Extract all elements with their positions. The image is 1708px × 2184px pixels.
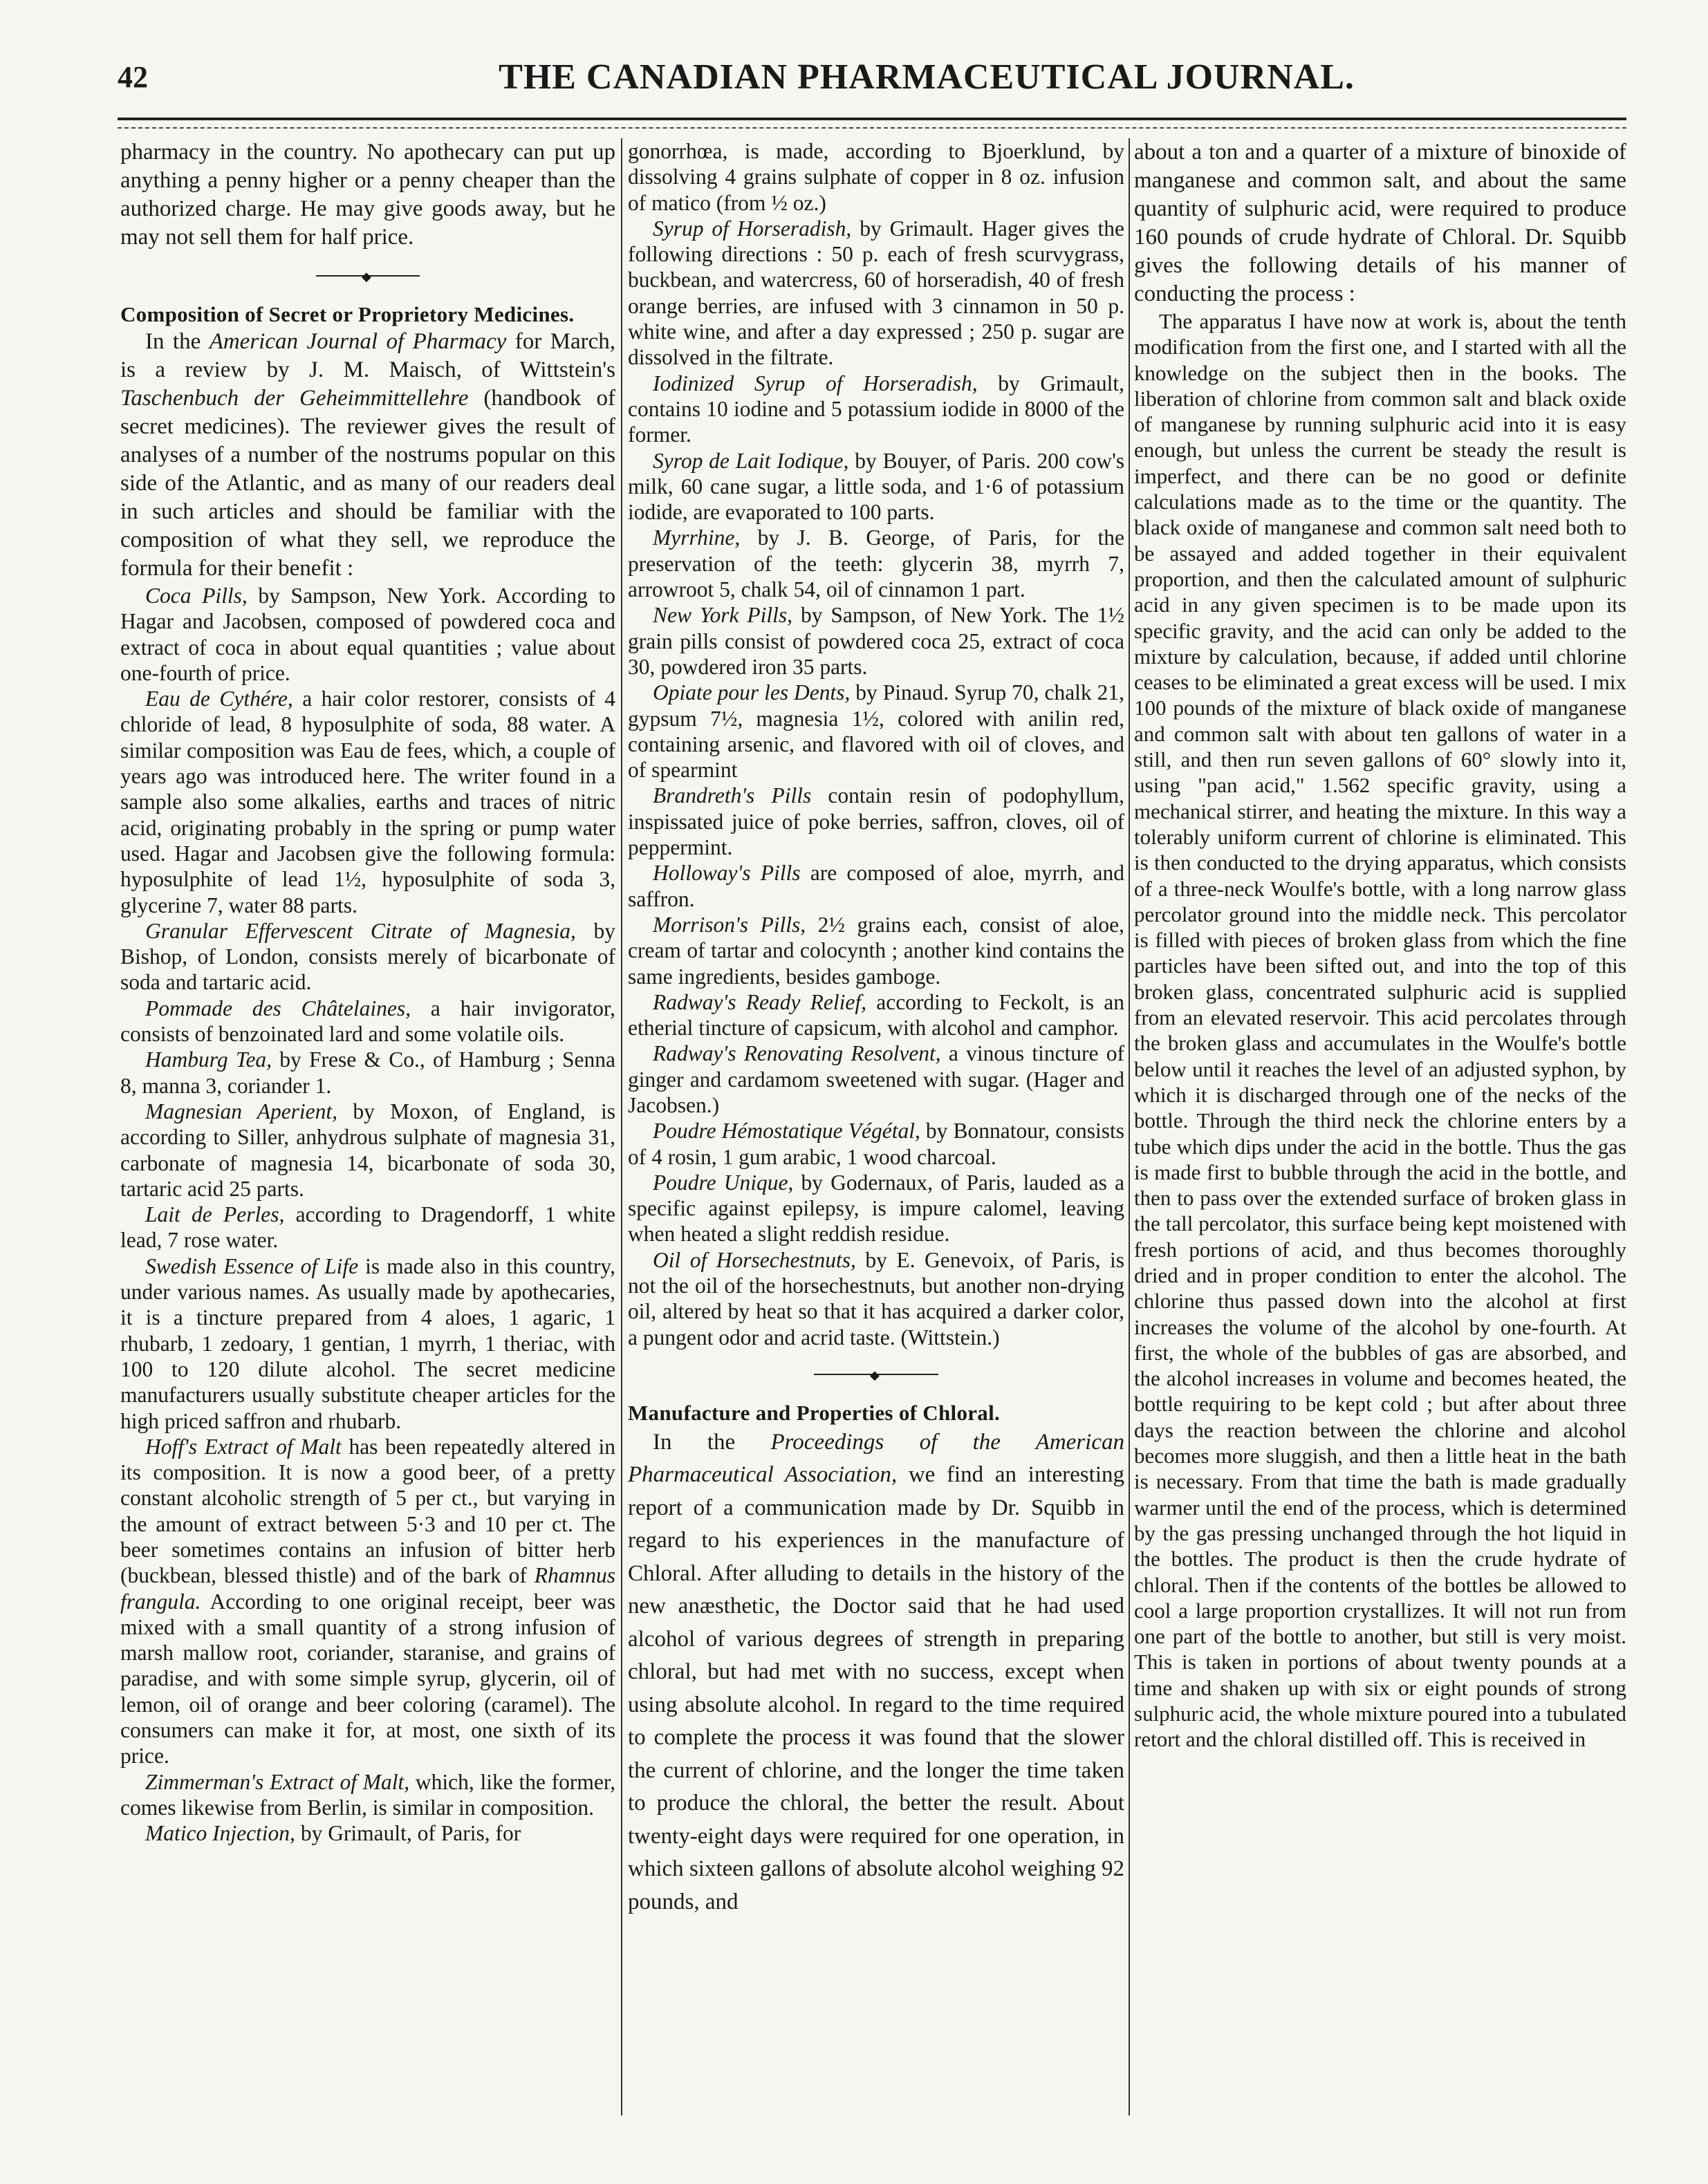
entry: Matico Injection, by Grimault, of Paris, for [145,1821,521,1846]
entry: New York Pills, by Sampson, of New York. The 1½ grain pills consist of powdered coca 25, extract of coca 30, powdered iron 35 parts. [628,603,1124,679]
entry: Pommade des Châtelaines, a hair invigorator, consists of benzoinated lard and some volatile oils. [120,996,615,1047]
entry: Coca Pills, by Sampson, New York. According to Hagar and Jacobsen, composed of powdered coca and extract of coca in about equal quantities ; value about one-fourth of price. [120,584,615,685]
entry: Myrrhine, by J. B. George, of Paris, for the preservation of the teeth: glycerin 38, myrrh 7, arrowroot 5, chalk 54, oil of cinnamon 1 part. [628,525,1124,602]
paragraph: The apparatus I have now at work is, about the tenth modification from the first one, and I started with all the knowledge on the subject then in the books. The liberation of chlorine from common salt and black oxide of manganese by running sulphuric acid into it is easy enough, but unless the current be steady the result is imperfect, and there can be no good or definite calculations made as to the time or the quantity. The black oxide of manganese and common salt need both to be assayed and added together in their equivalent proportion, and then the calculated amount of sulphuric acid in any given specimen is to be made upon its specific gravity, and the acid can only be added to the mixture by calculation, because, if added until chlorine ceases to be eliminated a great excess will be used. I mix 100 pounds of the mixture of black oxide of manganese and common salt with about ten gallons of water in a still, and then run seven gallons of 60° slowly into it, using "pan acid," 1.562 specific gravity, using a mechanical stirrer, and heating the mixture. In this way a tolerably uniform current of chlorine is eliminated. This is then conducted to the drying apparatus, which consists of a three-neck Woulfe's bottle, with a long narrow glass percolator ground into the middle neck. This percolator is filled with pieces of broken glass from which the fine particles have been sifted out, and into the top of this broken glass, concentrated sulphuric acid is supplied from an elevated reservoir. This acid percolates through the broken glass and accumulates in the Woulfe's bottle below until it reaches the level of an adjusted syphon, by which it is discharged through one of the necks of the bottle. Through the third neck the chlorine enters by a tube which dips under the acid in the bottle. Thus the gas is made first to bubble through the acid in the bottle, and then to pass over the extended surface of broken glass in the tall percolator, this surface being kept moistened with fresh portions of acid, and thus becomes thoroughly dried and in proper condition to enter the alcohol. The chlorine thus passed down into the alcohol at first increases the volume of the alcohol by one-fourth. At first, the whole of the bubbles of gas are absorbed, and the alcohol increases in volume and becomes heated, the bottle requiring to be kept cold ; but after about three days the reaction between the chlorine and alcohol becomes more sluggish, and then a little heat in the bath is necessary. From that time the bath is made gradually warmer until the end of the process, which is determined by the gas pressing unchanged through the hot liquid in the bottles. The product is then the crude hydrate of chloral. Then if the contents of the bottles be allowed to cool a large proportion crystallizes. It will not run from one part of the bottle to another, but still is very moist. This is taken in portions of about twenty pounds at a time and shaken up with six or eight pounds of strong sulphuric acid, the whole mixture poured into a tubulated retort and the chloral distilled off. This is received in [1134,309,1626,1752]
journal-title: THE CANADIAN PHARMACEUTICAL JOURNAL. [499,57,1355,97]
entry: Lait de Perles, according to Dragendorff, 1 white lead, 7 rose water. [120,1202,615,1253]
entry: Syrop de Lait Iodique, by Bouyer, of Paris. 200 cow's milk, 60 cane sugar, a little soda, and 1·6 of potassium iodide, are evaporated to 100 parts. [628,448,1124,525]
paragraph: gonorrhœa, is made, according to Bjoerklund, by dissolving 4 grains sulphate of copper in 8 oz. infusion of matico (from ½ oz.) [628,139,1124,215]
section-separator [628,1371,1124,1378]
entry: Radway's Renovating Resolvent, a vinous tincture of ginger and cardamom sweetened with sugar. (Hager and Jacobsen.) [628,1041,1124,1117]
paragraph: In the Proceedings of the American Pharmaceutical Association, we find an interesting report of a communication made by Dr. Squibb in regard to his experiences in the manufacture of Chloral. After alluding to details in the history of the new anæsthetic, the Doctor said that he had used alcohol of various degrees of strength in preparing chloral, but had met with no success, except when using absolute alcohol. In regard to the time required to complete the process it was found that the slower the current of chlorine, and the longer the time taken to produce the chloral, the better the result. About twenty-eight days were required for one operation, in which sixteen gallons of absolute alcohol weighing 92 pounds, and [628,1429,1124,1914]
entry: Morrison's Pills, 2½ grains each, consist of aloe, cream of tartar and colocynth ; another kind contains the same ingredients, besides gamboge. [628,912,1124,989]
entry: Brandreth's Pills contain resin of podophyllum, inspissated juice of poke berries, saffron, cloves, oil of peppermint. [628,783,1124,860]
entry: Poudre Unique, by Godernaux, of Paris, lauded as a specific against epilepsy, is impure calomel, leaving when heated a slight reddish residue. [628,1170,1124,1247]
paragraph: In the American Journal of Pharmacy for March, is a review by J. M. Maisch, of Wittstein's Taschenbuch der Geheimmittellehre (handbook of secret medicines). The reviewer gives the result of analyses of a number of the nostrums popular on this side of the Atlantic, and as many of our readers deal in such articles and should be familiar with the composition of what they sell, we reproduce the formula for their benefit : [120,329,615,581]
entry: Eau de Cythére, a hair color restorer, consists of 4 chloride of lead, 8 hyposulphite of soda, 88 water. A similar composition was Eau de fees, which, a couple of years ago was introduced here. The writer found in a sample also some alkalies, earths and traces of nitric acid, originating probably in the spring or pump water used. Hagar and Jacobsen give the following formula: hyposulphite of lead 1½, hyposulphite of soda 3, glycerine 7, water 88 parts. [120,687,615,917]
entry: Poudre Hémostatique Végétal, by Bonnatour, consists of 4 rosin, 1 gum arabic, 1 wood charcoal. [628,1119,1124,1169]
entry: Granular Effervescent Citrate of Magnesia, by Bishop, of London, consists merely of bicarbonate of soda and tartaric acid. [120,918,615,995]
section-separator [120,272,615,279]
page-number: 42 [118,60,148,94]
entry: Oil of Horsechestnuts, by E. Genevoix, of Paris, is not the oil of the horsechestnuts, but another non-drying oil, altered by heat so that it has acquired a darker color, a pungent odor and acrid taste. (Wittstein.) [628,1247,1124,1350]
column-1 [120,138,615,1847]
column-divider [1129,138,1130,2116]
column-2 [628,138,1124,1919]
entry: Swedish Essence of Life is made also in this country, under various names. As usually made by apothecaries, it is a tincture prepared from 4 aloes, 1 agaric, 1 rhubarb, 1 zedoary, 1 gentian, 1 myrrh, 1 theriac, with 100 to 120 dilute alcohol. The secret medicine manufacturers usually substitute cheaper articles for the high priced saffron and rhubarb. [120,1253,615,1433]
entry: Holloway's Pills are composed of aloe, myrrh, and saffron. [628,861,1124,911]
paragraph: pharmacy in the country. No apothecary can put up anything a penny higher or a penny cheaper than the authorized charge. He may give goods away, but he may not sell them for half price. [120,140,615,250]
entry: Syrup of Horseradish, by Grimault. Hager gives the following directions : 50 p. each of fresh scurvygrass, buckbean, and watercress, 60 of horseradish, 40 of fresh orange berries, are infused with 3 cinnamon in 50 p. white wine, and after a day expressed ; 250 p. sugar are dissolved in the filtrate. [628,216,1124,370]
entry: Zimmerman's Extract of Malt, which, like the former, comes likewise from Berlin, is similar in composition. [120,1769,615,1820]
article-heading: Composition of Secret or Proprietory Medicines. [120,302,575,326]
entry: Hoff's Extract of Malt has been repeatedly altered in its composition. It is now a good beer, of a pretty constant alcoholic strength of 5 per ct., but varying in the amount of extract between 5·3 and 10 per ct. The beer sometimes contains an infusion of bitter herb (buckbean, blessed thistle) and of the bark of Rhamnus frangula. According to one original receipt, beer was mixed with a small quantity of a strong infusion of marsh mallow root, coriander, staranise, and grains of paradise, and with some simple syrup, glycerin, oil of lemon, oil of orange and beer coloring (caramel). The consumers can make it for, at most, one sixth of its price. [120,1434,615,1768]
entry: Hamburg Tea, by Frese & Co., of Hamburg ; Senna 8, manna 3, coriander 1. [120,1047,615,1098]
entry: Magnesian Aperient, by Moxon, of England, is according to Siller, anhydrous sulphate of magnesia 31, carbonate of magnesia 14, bicarbonate of soda 30, tartaric acid 25 parts. [120,1099,615,1201]
column-divider [621,138,622,2116]
entry: Opiate pour les Dents, by Pinaud. Syrup 70, chalk 21, gypsum 7½, magnesia 1½, colored with anilin red, containing arsenic, and flavored with oil of cloves, and of spearmint [628,680,1124,783]
entry: Radway's Ready Relief, according to Feckolt, is an etherial tincture of capsicum, with alcohol and camphor. [628,989,1124,1040]
paragraph: about a ton and a quarter of a mixture of binoxide of manganese and common salt, and about the same quantity of sulphuric acid, were required to produce 160 pounds of crude hydrate of Chloral. Dr. Squibb gives the following details of his manner of conducting the process : [1134,140,1626,306]
column-3 [1134,138,1626,1753]
article-heading: Manufacture and Properties of Chloral. [628,1400,1001,1425]
header-rule [118,118,1626,129]
entry: Iodinized Syrup of Horseradish, by Grimault, contains 10 iodine and 5 potassium iodide in 8000 of the former. [628,371,1124,447]
